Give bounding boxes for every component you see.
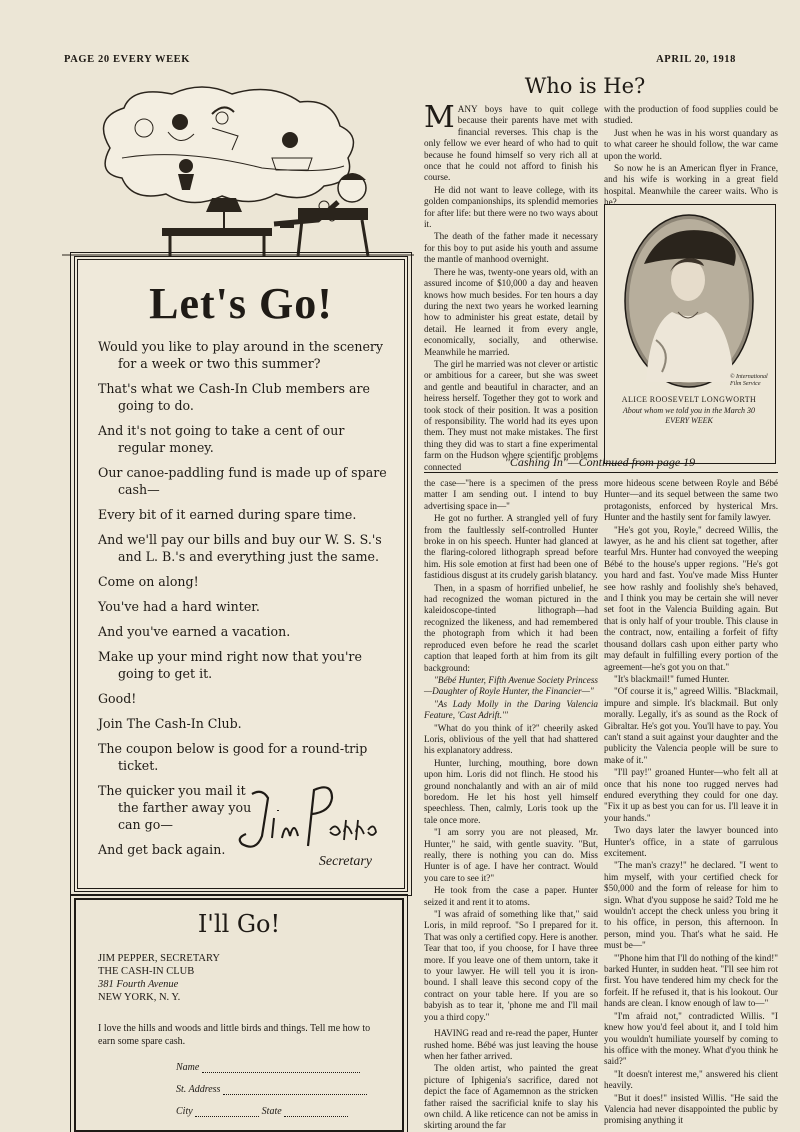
- article-column-1: [424, 100, 598, 472]
- photo-credit: © International Film Service: [730, 374, 768, 387]
- article-paragraph: The girl he married was not clever or artistic or ambitious for a career, but she was sweet and gentle and beautiful in character, and an heiress herself. Together they got to work and took stock of their position. It was a position of responsibility. The world had its eyes upon them. They must not make mistakes. The first thing they did was to start a fine experimental farm on the Hudson where scientific problems connected: [424, 358, 598, 472]
- article-paragraph: The death of the father made it necessary for this boy to put aside his youth and assume the mantle of manhood overnight.: [424, 231, 598, 265]
- running-header-left: PAGE 20 EVERY WEEK: [64, 54, 191, 65]
- ad-line: Our canoe-paddling fund is made up of spare cash—: [98, 465, 387, 497]
- state-blank[interactable]: [284, 1106, 348, 1117]
- ad-line: The coupon below is good for a round-trip ticket.: [98, 741, 368, 773]
- story-paragraph: "It's blackmail!" fumed Hunter.: [614, 673, 730, 684]
- portrait-photo: [622, 212, 756, 390]
- story-paragraph: He took from the case a paper. Hunter seized it and rent it to atoms.: [424, 885, 598, 907]
- ad-line: The quicker you mail it the farther away you can go—: [98, 783, 252, 832]
- signature: [232, 780, 382, 860]
- story-paragraph: "It doesn't interest me," answered his client heavily.: [604, 1068, 778, 1091]
- ad-line: And it's not going to take a cent of our regular money.: [98, 423, 345, 455]
- continued-column-1: [424, 478, 598, 1131]
- address-blank[interactable]: [223, 1084, 367, 1095]
- address-line: NEW YORK, N. Y.: [98, 992, 181, 1003]
- article-paragraph: MANY boys have to quit college because their parents have met with financial reverses. This chap is the only fellow we ever heard of who had to quit because he found himself so very rich all at once that he could not afford to finish his course.: [424, 100, 598, 183]
- article-title: Who is He?: [524, 74, 646, 98]
- story-paragraph: "The man's crazy!" he declared. "I went to him myself, with your certified check for $50,000 and the form of release for him to sign. What d'you suppose he said? Told me he wouldn't accept the check unless you bring it to his office, in person, this afternoon. In person, mind you. That's what he said. He must be—": [604, 860, 778, 951]
- name-label: Name: [176, 1062, 200, 1073]
- continued-heading: "Cashing In"—Continued from page 19: [504, 455, 696, 469]
- story-paragraph: "Of course it is," agreed Willis. "Blackmail, impure and simple. It's blackmail. But only morally. Legally, it's as sound as the Rock of Gibraltar. He's got you. You'll have to pay. You can't stand a suit against your daughter and the publicity the Valencia people will be sure to make of it.": [604, 686, 778, 765]
- coupon-message: I love the hills and woods and little birds and things. Tell me how to earn some spare cash.: [98, 1023, 371, 1047]
- story-paragraph: He got no further. A strangled yell of fury from the faultlessly self-controlled Hunter broke in on his speech. Hunter had glanced at the flaring-colored lithograph spread before him. His sole emotion at first had been one of fastidious disgust at its crudely garish blatancy.: [424, 513, 598, 581]
- story-paragraph: "I was afraid of something like that," said Loris, in mild reproof. "So I prepared for it. That was only a certified copy. Here is another. Tear that too, if you choose, for I have three more. If you leave one of them untorn, take it to your lawyer. He will tell you it is iron-bound. I shall leave this second copy of the contract on your table here. If you are so babyish as to tear it, 'phone me and I'll mail you a third copy.": [424, 909, 598, 1022]
- ad-headline: Let's Go!: [149, 279, 333, 328]
- article-paragraph: So now he is an American flyer in France, and his wife is working in a great field hospital. Meanwhile the career waits. Who is he?: [604, 163, 778, 208]
- section-rule: [424, 472, 778, 473]
- ad-line: And we'll pay our bills and buy our W. S. S.'s and L. B.'s and everything just the same.: [98, 532, 382, 564]
- address-line: JIM PEPPER, SECRETARY: [98, 953, 220, 964]
- ad-line: Good!: [98, 691, 137, 706]
- article-paragraph: with the production of food supplies could be studied.: [604, 104, 778, 126]
- ad-line: That's what we Cash-In Club members are going to do.: [98, 381, 370, 413]
- ad-line: Would you like to play around in the scenery for a week or two this summer?: [98, 339, 384, 371]
- article-column-2: [604, 104, 778, 208]
- story-paragraph: HAVING read and re-read the paper, Hunter rushed home. Bébé was just leaving the house when her father arrived.: [424, 1028, 598, 1061]
- coupon-address: [98, 952, 220, 1004]
- ad-line: Come on along!: [98, 574, 199, 589]
- story-paragraph: "'Phone him that I'll do nothing of the kind!" barked Hunter, in sudden heat. "I'll see him rot first. You have tendered him my check for the forfeit. If he refused it, that is his lookout. Our hands are clean. I know enough of law to—": [604, 952, 778, 1009]
- coupon-headline: I'll Go!: [197, 910, 281, 938]
- address-field[interactable]: [176, 1084, 367, 1095]
- story-paragraph: "Bébé Hunter, Fifth Avenue Society Princess—Daughter of Royle Hunter, the Financier—": [424, 674, 598, 697]
- story-paragraph: "What do you think of it?" cheerily asked Loris, oblivious of the yell that had shattered his explanatory address.: [424, 722, 598, 756]
- photo-caption-name: ALICE ROOSEVELT LONGWORTH: [621, 395, 757, 404]
- ad-line: Join The Cash-In Club.: [98, 716, 242, 731]
- reply-coupon: [74, 898, 404, 1132]
- ad-line: You've had a hard winter.: [98, 599, 260, 614]
- story-paragraph: Two days later the lawyer bounced into Hunter's office, in a state of garrulous excitement.: [604, 825, 778, 858]
- drop-cap: M: [424, 100, 455, 135]
- story-paragraph: "I'll pay!" groaned Hunter—who felt all at once that his none too rugged nerves had endured everything they could for one day. "Fix it up as best you can for us. I'll leave it in your hands.": [604, 767, 778, 823]
- article-paragraph: He did not want to leave college, with its golden companionships, its splendid memories for after life: but there were no two ways about it.: [424, 184, 598, 230]
- city-blank[interactable]: [195, 1106, 259, 1117]
- story-paragraph: The olden artist, who painted the great picture of Iphigenia's sacrifice, dared not depict the face of Agamemnon as the stricken father raised the sacrificial knife to slay his own child. A like reticence can not be amiss in skirting around the far: [424, 1063, 598, 1131]
- story-paragraph: "I'm afraid not," contradicted Willis. "I knew how you'd feel about it, and I told him you wouldn't humiliate yourself by coming to his office with the money. What d'you think he said?": [604, 1010, 778, 1067]
- address-line: THE CASH-IN CLUB: [98, 966, 195, 977]
- name-blank[interactable]: [202, 1062, 360, 1073]
- story-paragraph: "But it does!" insisted Willis. "He said the Valencia had never disappointed the public by promising anything it: [604, 1092, 778, 1126]
- photo-caption-text: About whom we told you in the March 30 EVERY WEEK: [622, 405, 756, 425]
- running-header-right: APRIL 20, 1918: [656, 54, 736, 65]
- city-label: City: [176, 1106, 193, 1117]
- ad-line: Make up your mind right now that you're going to get it.: [98, 649, 362, 681]
- ad-line: Every bit of it earned during spare time.: [98, 507, 357, 522]
- daydream-illustration: [62, 78, 414, 256]
- story-paragraph: more hideous scene between Royle and Bébé Hunter—and its sequel between the same two protagonists, enforced by hysterical Mrs. Hunter and the hastily sent for family lawyer.: [604, 478, 778, 523]
- signature-title: Secretary: [318, 854, 372, 869]
- address-line: 381 Fourth Avenue: [98, 979, 179, 990]
- ad-line: And get back again.: [98, 842, 226, 857]
- story-paragraph: "He's got you, Royle," decreed Willis, the lawyer, as he and his client sat together, after tearful Mrs. Hunter had convoyed the weeping Bébé to the house's upper regions. "He's got you hard and fast. You've made Miss Hunter see how rashly and foolishly she's behaved, and I think you may be certain she will never set foot in the Valencia Building again. But that is only half of your trouble. This clause in the contract, now, entailing a forfeit of fifty thousand dollars cash upon either party who may default in fulfilling every portion of the agreement—he's got you on that.": [604, 524, 778, 672]
- ad-copy-box: [74, 256, 408, 892]
- name-field[interactable]: [176, 1062, 360, 1073]
- story-paragraph: the case—"here is a specimen of the press matter I am sending out. I intend to buy advertising space in—": [424, 478, 598, 511]
- article-paragraph: Just when he was in his worst quandary as to what career he should follow, the war came upon the world.: [604, 127, 778, 161]
- ad-line: And you've earned a vacation.: [98, 624, 291, 639]
- address-label: St. Address: [176, 1084, 221, 1095]
- story-paragraph: Hunter, lurching, mouthing, bore down upon him. Loris did not flinch. He stood his ground nonchalantly and with an air of mild boredom. He let his host yell himself speechless. Then, calmly, Loris took up the tale once more.: [424, 757, 598, 825]
- state-label: State: [261, 1106, 282, 1117]
- city-state-field[interactable]: [176, 1106, 348, 1117]
- story-paragraph: "As Lady Molly in the Daring Valencia Feature, 'Cast Adrift.'": [424, 698, 598, 721]
- story-paragraph: "I am sorry you are not pleased, Mr. Hunter," he said, with gentle suavity. "But, really, there is nothing you can do. Miss Hunter is of age. I have her contract. Would you care to see it?": [424, 827, 598, 883]
- continued-column-2: [604, 478, 778, 1126]
- story-paragraph: Then, in a spasm of horrified unbelief, he had recognized the woman pictured in the kaleidoscope-tinted lithograph—had recognized the likeness, and had remembered the photograph from which it had been reproduced even before he read the scarlet caption that leaped forth at him from its gilt background:: [424, 582, 598, 673]
- photo-caption: [604, 395, 774, 427]
- article-paragraph: There he was, twenty-one years old, with an assured income of $10,000 a day and heaven knows how much besides. For ten hours a day during the next two years he worked learning how to administer his great estate, detail by detail. He learned it from every angle, economically, socially, and otherwise. Meanwhile he married.: [424, 266, 598, 357]
- cash-in-club-advertisement: [62, 78, 414, 1117]
